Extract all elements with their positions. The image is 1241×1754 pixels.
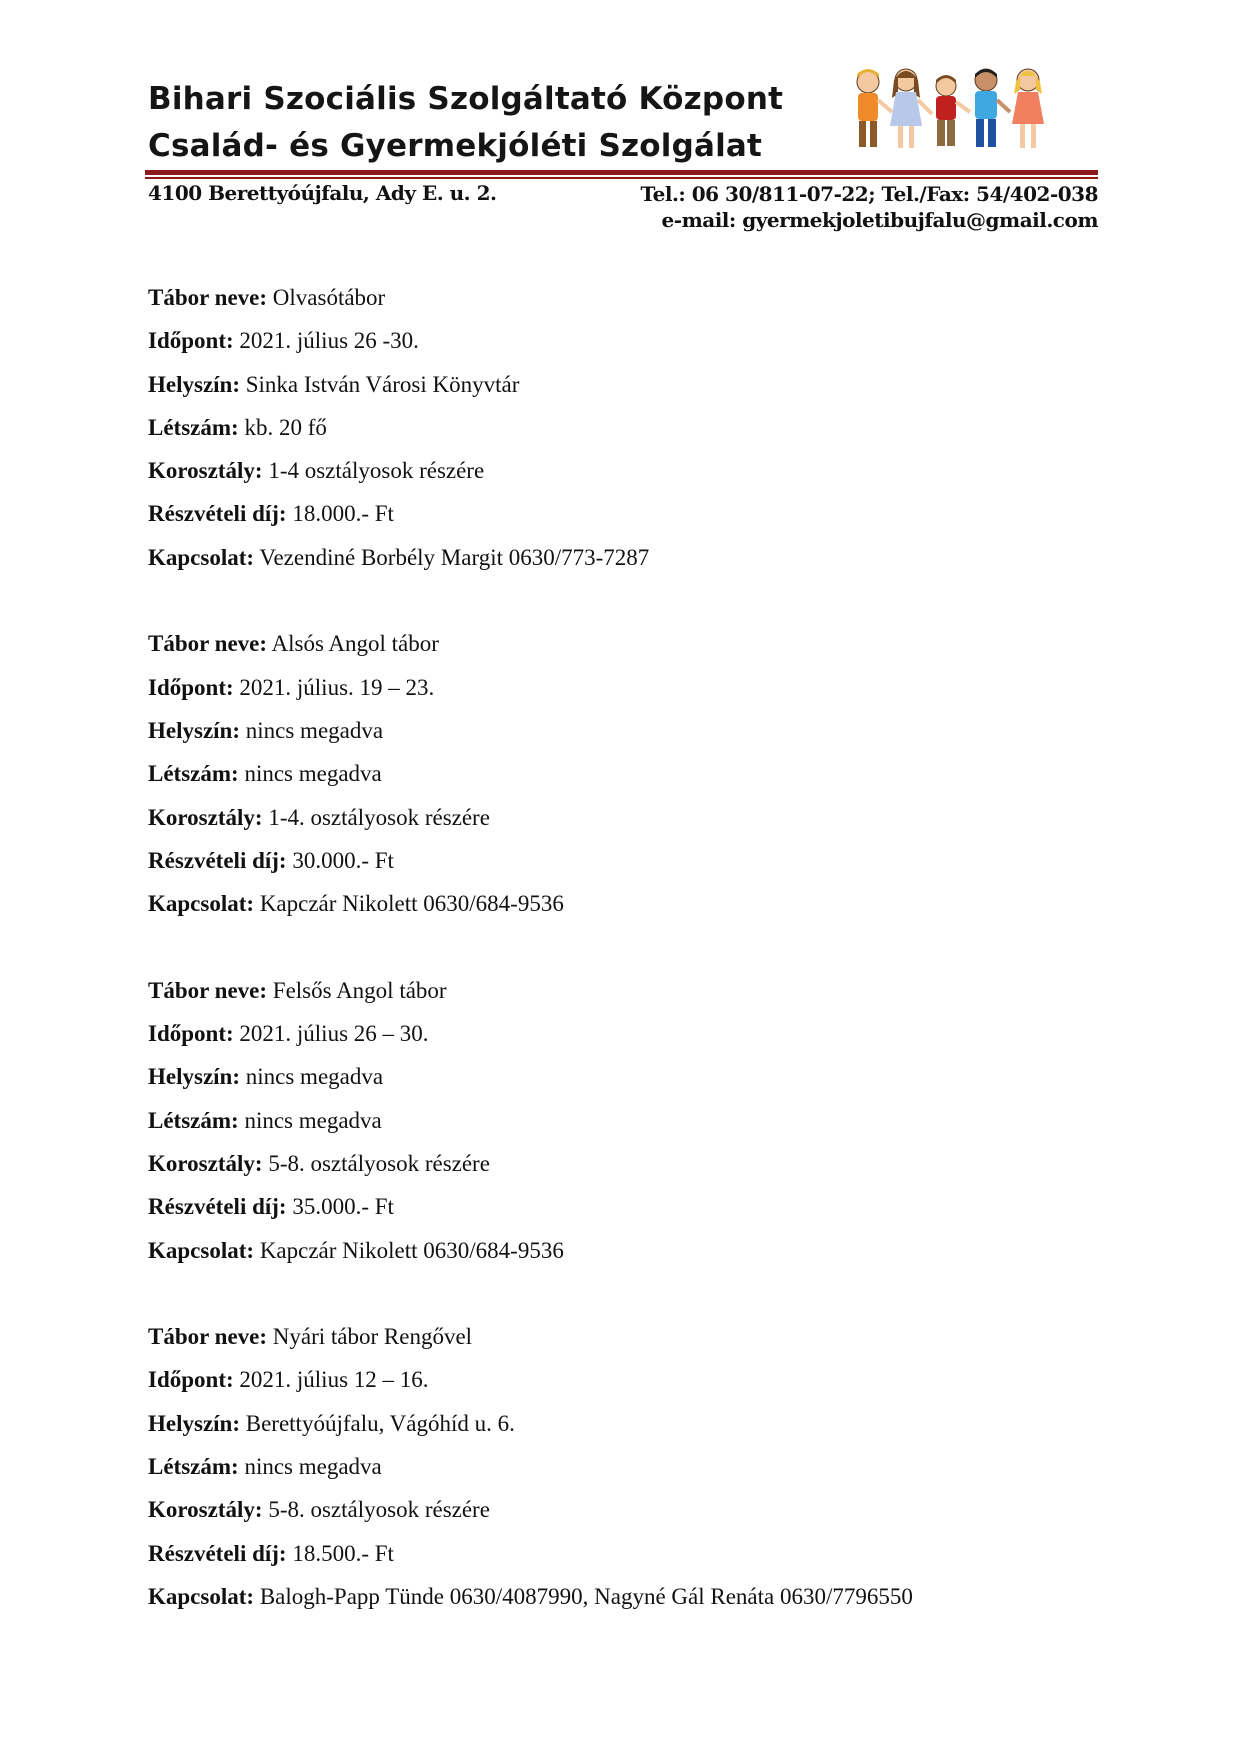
field-label: Részvételi díj:	[148, 847, 287, 873]
camp-name: Olvasótábor	[272, 285, 386, 310]
field-label: Tábor neve:	[148, 977, 268, 1003]
camp-contact-row	[148, 1575, 1108, 1618]
field-label: Korosztály:	[148, 1150, 263, 1176]
camp-capacity-row	[148, 406, 1108, 449]
camp-capacity: nincs megadva	[244, 1107, 382, 1133]
camp-name: Alsós Angol tábor	[271, 631, 439, 657]
camp-contact: Kapczár Nikolett 0630/684-9536	[259, 1237, 564, 1263]
camp-capacity: kb. 20 fő	[244, 414, 327, 440]
camp-place: nincs megadva	[245, 1064, 384, 1090]
camp-date: 2021. július 26 – 30.	[239, 1021, 429, 1047]
camp-date-row	[148, 666, 1108, 709]
camp-capacity-row	[148, 1099, 1108, 1142]
field-label: Létszám:	[148, 414, 239, 440]
camp-name: Nyári tábor Rengővel	[272, 1324, 473, 1350]
camp-age: 5-8. osztályosok részére	[268, 1150, 490, 1176]
camp-date: 2021. július. 19 – 23.	[239, 674, 435, 700]
field-label: Részvételi díj:	[148, 1194, 287, 1220]
camp-entry	[148, 276, 1108, 579]
camp-fee: 18.500.- Ft	[292, 1540, 394, 1566]
camp-age-row	[148, 796, 1108, 839]
field-label: Helyszín:	[148, 371, 240, 397]
camp-capacity: nincs megadva	[244, 1454, 382, 1480]
phone-numbers: Tel.: 06 30/811-07-22; Tel./Fax: 54/402-038	[640, 182, 1098, 206]
field-label: Létszám:	[148, 1107, 239, 1133]
field-label: Kapcsolat:	[148, 1583, 255, 1609]
address: 4100 Berettyóújfalu, Ady E. u. 2.	[148, 181, 497, 205]
camp-date-row	[148, 1012, 1108, 1055]
field-label: Részvételi díj:	[148, 501, 287, 527]
camp-contact-row	[148, 536, 1108, 579]
camp-name-row	[148, 1315, 1108, 1358]
camp-fee-row	[148, 492, 1108, 535]
camp-place-row	[148, 1055, 1108, 1098]
header-rule-thin	[145, 177, 1098, 179]
field-label: Időpont:	[148, 1367, 234, 1393]
camp-contact: Balogh-Papp Tünde 0630/4087990, Nagyné Gál Renáta 0630/7796550	[259, 1583, 913, 1609]
camp-fee-row	[148, 839, 1108, 882]
field-label: Korosztály:	[148, 1497, 263, 1523]
camp-fee-row	[148, 1532, 1108, 1575]
camp-age: 1-4 osztályosok részére	[268, 458, 485, 484]
email-address: e-mail: gyermekjoletibujfalu@gmail.com	[661, 208, 1098, 232]
field-label: Kapcsolat:	[148, 1237, 255, 1263]
field-label: Kapcsolat:	[148, 891, 255, 917]
field-label: Tábor neve:	[148, 1324, 268, 1350]
camp-contact-row	[148, 882, 1108, 925]
camp-entry	[148, 622, 1108, 925]
child-figure-1	[857, 69, 892, 147]
field-label: Helyszín:	[148, 717, 240, 743]
camp-fee: 35.000.- Ft	[292, 1194, 394, 1220]
organization-name: Bihari Szociális Szolgáltató Központ	[148, 81, 784, 117]
camp-capacity: nincs megadva	[244, 761, 382, 787]
camp-contact-row	[148, 1229, 1108, 1272]
children-holding-hands-icon	[848, 64, 1048, 158]
camp-list	[148, 276, 1108, 1662]
camp-date: 2021. július 26 -30.	[239, 328, 419, 354]
contact-info	[641, 181, 1098, 233]
camp-age-row	[148, 1488, 1108, 1531]
camp-date-row	[148, 1358, 1108, 1401]
camp-fee: 30.000.- Ft	[292, 847, 394, 873]
camp-date-row	[148, 319, 1108, 362]
field-label: Létszám:	[148, 761, 239, 787]
camp-fee: 18.000.- Ft	[292, 501, 394, 527]
camp-place-row	[148, 363, 1108, 406]
camp-name: Felsős Angol tábor	[272, 977, 447, 1003]
camp-entry	[148, 969, 1108, 1272]
camp-place: Berettyóújfalu, Vágóhíd u. 6.	[245, 1410, 515, 1436]
field-label: Tábor neve:	[148, 631, 268, 657]
field-label: Helyszín:	[148, 1064, 240, 1090]
camp-place: Sinka István Városi Könyvtár	[245, 371, 520, 397]
camp-place: nincs megadva	[245, 717, 384, 743]
camp-contact: Kapczár Nikolett 0630/684-9536	[259, 891, 564, 917]
camp-age-row	[148, 449, 1108, 492]
camp-place-row	[148, 709, 1108, 752]
field-label: Korosztály:	[148, 804, 263, 830]
camp-entry	[148, 1315, 1108, 1618]
camp-name-row	[148, 969, 1108, 1012]
camp-age: 1-4. osztályosok részére	[268, 804, 490, 830]
child-figure-4	[975, 69, 1010, 147]
field-label: Helyszín:	[148, 1410, 240, 1436]
camp-capacity-row	[148, 752, 1108, 795]
service-name: Család- és Gyermekjóléti Szolgálat	[148, 128, 763, 164]
camp-age: 5-8. osztályosok részére	[268, 1497, 490, 1523]
camp-name-row	[148, 622, 1108, 665]
field-label: Időpont:	[148, 674, 234, 700]
field-label: Tábor neve:	[148, 285, 268, 310]
field-label: Létszám:	[148, 1454, 239, 1480]
field-label: Korosztály:	[148, 458, 263, 484]
camp-date: 2021. július 12 – 16.	[239, 1367, 429, 1393]
camp-age-row	[148, 1142, 1108, 1185]
camp-name-row	[148, 276, 1108, 319]
child-figure-3	[936, 75, 970, 146]
child-figure-5	[1012, 69, 1044, 148]
camp-fee-row	[148, 1185, 1108, 1228]
field-label: Kapcsolat:	[148, 544, 255, 570]
camp-contact: Vezendiné Borbély Margit 0630/773-7287	[259, 544, 650, 570]
header-rule-thick	[145, 170, 1098, 175]
field-label: Részvételi díj:	[148, 1540, 287, 1566]
field-label: Időpont:	[148, 328, 234, 354]
child-figure-2	[890, 69, 932, 148]
field-label: Időpont:	[148, 1021, 234, 1047]
letterhead	[148, 76, 1098, 170]
camp-place-row	[148, 1402, 1108, 1445]
camp-capacity-row	[148, 1445, 1108, 1488]
